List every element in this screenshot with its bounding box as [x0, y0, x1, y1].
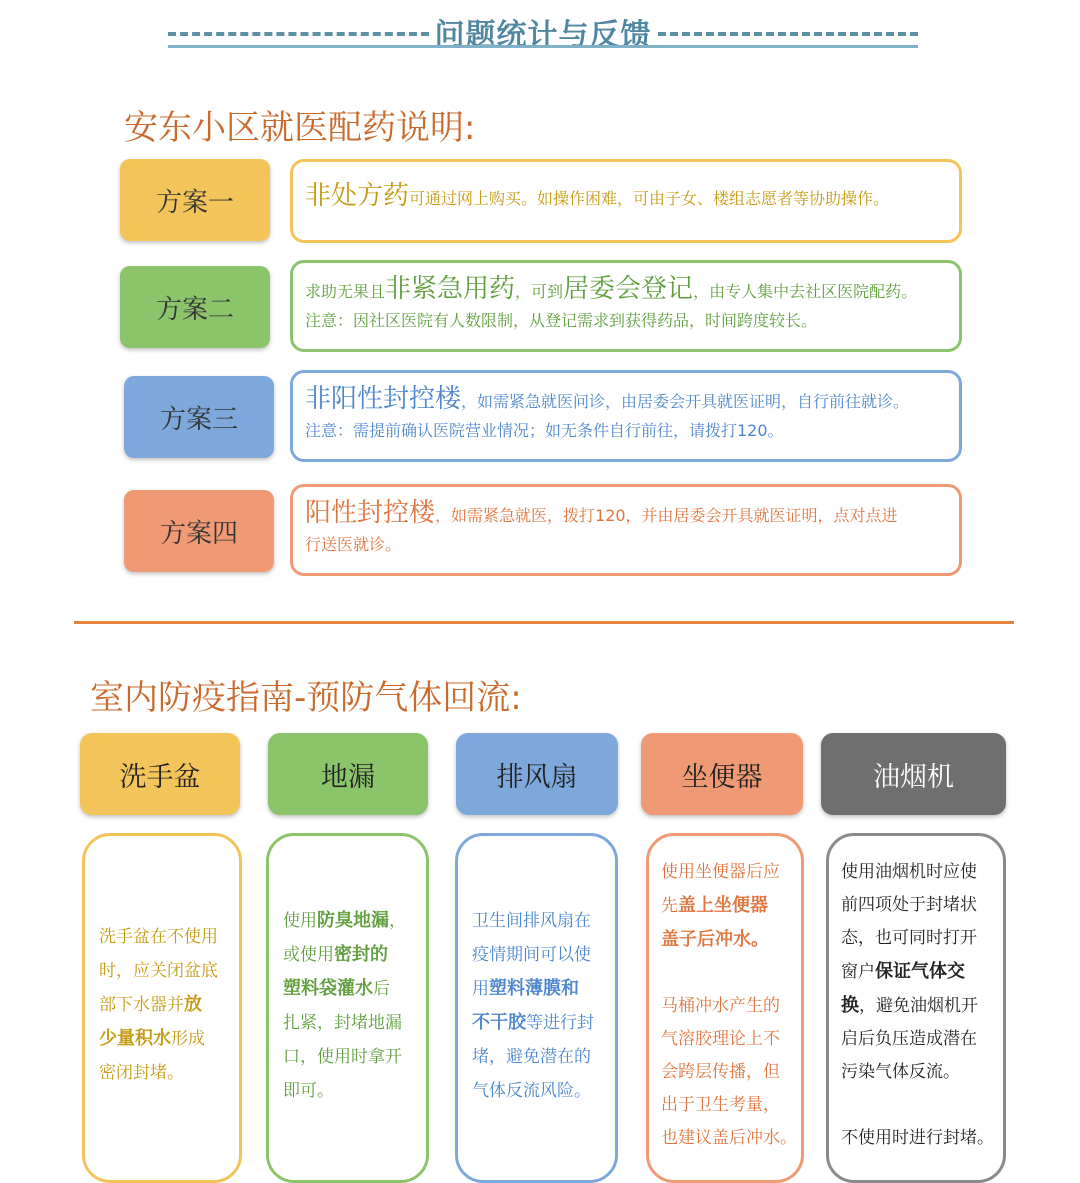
guide-text-segment: 启后负压造成潜在: [841, 1029, 977, 1049]
plan-text: 注意：需提前确认医院营业情况；如无条件自行前往，请拨打120。: [305, 420, 784, 440]
guide-text-segment: 前四项处于封堵状: [841, 895, 977, 915]
guide-line: [841, 889, 994, 922]
guide-text-segment: 疫情期间可以使: [472, 945, 591, 965]
plan-3-line-2: [305, 421, 947, 442]
section-title-indoor-guide: 室内防疫指南-预防气体回流:: [90, 678, 522, 718]
guide-text-washbasin: [99, 920, 218, 1090]
plan-text: 可通过网上购买。如操作困难，可由子女、楼组志愿者等协助操作。: [409, 189, 890, 208]
guide-line: [661, 923, 797, 957]
guide-text-segment: 不使用时进行封堵。: [841, 1128, 994, 1148]
guide-line: [841, 1122, 994, 1155]
plan-2-line-1: [305, 273, 947, 307]
guide-text-exhaust-fan: [472, 904, 594, 1108]
plan-box-2: [290, 260, 962, 352]
guide-emphasis: 塑料薄膜和: [489, 978, 579, 999]
guide-card-toilet: [646, 833, 804, 1183]
guide-head-toilet: 坐便器: [641, 733, 803, 815]
plan-text: 注意：因社区医院有人数限制，从登记需求到获得药品，时间跨度较长。: [305, 310, 818, 330]
plan-box-1: [290, 159, 962, 243]
guide-line: [841, 989, 994, 1023]
section-divider: [74, 621, 1014, 624]
header-underline: [168, 45, 918, 48]
guide-emphasis: 盖子后冲水。: [661, 929, 769, 950]
plan-label-2: 方案二: [120, 266, 270, 348]
guide-line: [283, 1074, 406, 1108]
header-right-dashes: [658, 32, 919, 36]
guide-emphasis: 放: [184, 994, 202, 1015]
guide-emphasis: 防臭地漏: [317, 910, 389, 931]
guide-text-segment: 也建议盖后冲水。: [661, 1128, 797, 1148]
guide-text-segment: 时，应关闭盆底: [99, 961, 218, 981]
guide-emphasis: 盖上坐便器: [678, 895, 768, 916]
guide-text-floor-drain: [283, 904, 406, 1108]
guide-text-segment: 用: [472, 979, 489, 999]
guide-text-segment: 使用: [283, 911, 317, 931]
guide-line: [472, 1074, 594, 1108]
guide-head-range-hood: 油烟机: [821, 733, 1006, 815]
guide-text-segment: 后: [373, 979, 390, 999]
guide-text-toilet: [661, 856, 797, 1155]
plan-2-line-2: [305, 311, 947, 332]
plan-4-line-2: [305, 535, 947, 556]
guide-line: [841, 856, 994, 889]
guide-text-segment: 扎紧，封堵地漏: [283, 1013, 402, 1033]
guide-line: [661, 889, 797, 923]
plan-keyword: 非紧急用药: [385, 274, 516, 304]
guide-line: [283, 904, 406, 938]
plan-label-1: 方案一: [120, 159, 270, 241]
guide-text-segment: 马桶冲水产生的: [661, 996, 780, 1016]
guide-line: [283, 1040, 406, 1074]
plan-text: ，可到: [515, 282, 564, 301]
guide-emphasis: 不干胶: [472, 1012, 526, 1033]
guide-line: [472, 938, 594, 972]
plan-box-3: [290, 370, 962, 462]
guide-line: [283, 938, 406, 972]
guide-emphasis: 保证气体交: [875, 961, 965, 982]
guide-text-segment: 口，使用时拿开: [283, 1047, 402, 1067]
plan-text: ，如需紧急就医问诊，由居委会开具就医证明，自行前往就诊。: [461, 392, 910, 411]
guide-line: [661, 1023, 797, 1056]
guide-text-segment: 洗手盆在不使用: [99, 927, 218, 947]
plan-keyword: 非处方药: [305, 181, 410, 211]
header-left-dashes: [168, 32, 429, 36]
guide-line: [841, 1023, 994, 1056]
plan-3-line-1: [305, 383, 947, 417]
plan-keyword: 非阳性封控楼: [305, 384, 462, 414]
guide-line: [661, 856, 797, 889]
guide-line: [472, 1006, 594, 1040]
page-title: 问题统计与反馈: [429, 10, 658, 54]
guide-line: [472, 1040, 594, 1074]
plan-label-4: 方案四: [124, 490, 274, 572]
guide-line: [661, 990, 797, 1023]
guide-line: [841, 955, 994, 989]
plan-4-line-1: [305, 497, 947, 531]
guide-emphasis: 少量积水: [99, 1028, 171, 1049]
guide-text-segment: [841, 1095, 846, 1115]
guide-line: [472, 972, 594, 1006]
guide-head-floor-drain: 地漏: [268, 733, 428, 815]
guide-text-segment: 形成: [171, 1029, 205, 1049]
plan-keyword: 阳性封控楼: [305, 498, 436, 528]
plan-text: ，由专人集中去社区医院配药。: [693, 282, 918, 301]
guide-line: [99, 988, 218, 1022]
guide-card-floor-drain: [266, 833, 429, 1183]
guide-text-segment: 即可。: [283, 1081, 334, 1101]
guide-text-segment: 或使用: [283, 945, 334, 965]
plan-keyword: 居委会登记: [563, 274, 694, 304]
plan-1-line-1: [305, 180, 947, 214]
guide-text-segment: ，: [389, 911, 406, 931]
guide-text-segment: ，避免油烟机开: [859, 996, 978, 1016]
guide-text-segment: 堵，避免潜在的: [472, 1047, 591, 1067]
guide-line: [283, 972, 406, 1006]
guide-text-segment: 污染气体反流。: [841, 1062, 960, 1082]
guide-text-segment: 出于卫生考量，: [661, 1095, 780, 1115]
guide-text-segment: 窗户: [841, 962, 875, 982]
guide-text-segment: 使用坐便器后应: [661, 862, 780, 882]
section-title-medical: 安东小区就医配药说明:: [124, 108, 476, 148]
guide-line: [661, 957, 797, 990]
guide-line: [661, 1056, 797, 1089]
plan-text: ，如需紧急就医，拨打120，并由居委会开具就医证明，点对点进: [435, 506, 898, 525]
guide-line: [841, 922, 994, 955]
guide-text-segment: 态，也可同时打开: [841, 928, 977, 948]
plan-text: 行送医就诊。: [305, 534, 402, 554]
guide-text-segment: 气溶胶理论上不: [661, 1029, 780, 1049]
guide-text-segment: 密闭封堵。: [99, 1063, 184, 1083]
guide-text-segment: 使用油烟机时应使: [841, 862, 977, 882]
guide-emphasis: 塑料袋灌水: [283, 978, 373, 999]
guide-text-segment: 部下水器并: [99, 995, 184, 1015]
guide-head-washbasin: 洗手盆: [80, 733, 240, 815]
guide-card-exhaust-fan: [455, 833, 618, 1183]
guide-line: [661, 1089, 797, 1122]
guide-line: [661, 1122, 797, 1155]
guide-emphasis: 换: [841, 995, 859, 1016]
guide-line: [472, 904, 594, 938]
guide-card-washbasin: [82, 833, 242, 1183]
guide-line: [283, 1006, 406, 1040]
plan-label-3: 方案三: [124, 376, 274, 458]
plan-text: 求助无果且: [305, 282, 386, 301]
guide-line: [99, 920, 218, 954]
guide-line: [99, 954, 218, 988]
guide-text-segment: 先: [661, 896, 678, 916]
guide-text-segment: 气体反流风险。: [472, 1081, 591, 1101]
guide-text-segment: [661, 963, 666, 983]
guide-card-range-hood: [826, 833, 1006, 1183]
plan-box-4: [290, 484, 962, 576]
guide-line: [99, 1056, 218, 1090]
guide-head-exhaust-fan: 排风扇: [456, 733, 618, 815]
guide-line: [99, 1022, 218, 1056]
guide-text-segment: 等进行封: [526, 1013, 594, 1033]
guide-line: [841, 1089, 994, 1122]
guide-emphasis: 密封的: [334, 944, 388, 965]
guide-line: [841, 1056, 994, 1089]
guide-text-range-hood: [841, 856, 994, 1155]
guide-text-segment: 卫生间排风扇在: [472, 911, 591, 931]
guide-text-segment: 会跨层传播，但: [661, 1062, 780, 1082]
